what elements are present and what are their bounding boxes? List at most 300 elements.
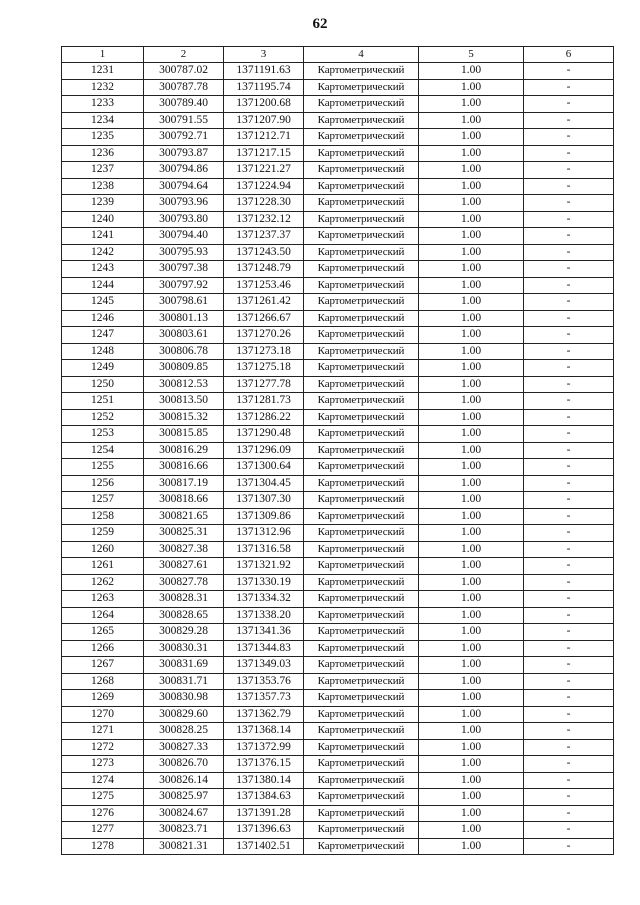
note-cell: -: [524, 310, 614, 327]
note-cell: -: [524, 772, 614, 789]
note-cell: -: [524, 624, 614, 641]
x-coordinate-cell: 300828.25: [144, 723, 224, 740]
y-coordinate-cell: 1371304.45: [224, 475, 304, 492]
y-coordinate-cell: 1371300.64: [224, 459, 304, 476]
x-coordinate-cell: 300827.78: [144, 574, 224, 591]
table-row: [62, 310, 614, 327]
note-cell: -: [524, 129, 614, 146]
x-coordinate-cell: 300828.31: [144, 591, 224, 608]
table-row: [62, 607, 614, 624]
table-row: [62, 376, 614, 393]
note-cell: -: [524, 607, 614, 624]
method-cell: Картометрический: [304, 310, 419, 327]
point-number-cell: 1249: [62, 360, 144, 377]
method-cell: Картометрический: [304, 195, 419, 212]
y-coordinate-cell: 1371253.46: [224, 277, 304, 294]
method-cell: Картометрический: [304, 607, 419, 624]
point-number-cell: 1265: [62, 624, 144, 641]
x-coordinate-cell: 300791.55: [144, 112, 224, 129]
method-cell: Картометрический: [304, 525, 419, 542]
note-cell: -: [524, 327, 614, 344]
accuracy-cell: 1.00: [419, 822, 524, 839]
y-coordinate-cell: 1371296.09: [224, 442, 304, 459]
note-cell: -: [524, 409, 614, 426]
x-coordinate-cell: 300825.31: [144, 525, 224, 542]
note-cell: -: [524, 838, 614, 855]
note-cell: -: [524, 211, 614, 228]
method-cell: Картометрический: [304, 343, 419, 360]
accuracy-cell: 1.00: [419, 162, 524, 179]
note-cell: -: [524, 459, 614, 476]
accuracy-cell: 1.00: [419, 178, 524, 195]
point-number-cell: 1257: [62, 492, 144, 509]
x-coordinate-cell: 300830.31: [144, 640, 224, 657]
note-cell: -: [524, 426, 614, 443]
x-coordinate-cell: 300823.71: [144, 822, 224, 839]
table-row: [62, 838, 614, 855]
method-cell: Картометрический: [304, 723, 419, 740]
point-number-cell: 1274: [62, 772, 144, 789]
x-coordinate-cell: 300821.65: [144, 508, 224, 525]
table-row: [62, 492, 614, 509]
table-row: [62, 574, 614, 591]
accuracy-cell: 1.00: [419, 492, 524, 509]
method-cell: Картометрический: [304, 244, 419, 261]
y-coordinate-cell: 1371195.74: [224, 79, 304, 96]
method-cell: Картометрический: [304, 805, 419, 822]
x-coordinate-cell: 300812.53: [144, 376, 224, 393]
accuracy-cell: 1.00: [419, 244, 524, 261]
point-number-cell: 1259: [62, 525, 144, 542]
point-number-cell: 1255: [62, 459, 144, 476]
accuracy-cell: 1.00: [419, 96, 524, 113]
column-header-4: 4: [304, 47, 419, 63]
point-number-cell: 1270: [62, 706, 144, 723]
column-header-2: 2: [144, 47, 224, 63]
x-coordinate-cell: 300827.38: [144, 541, 224, 558]
y-coordinate-cell: 1371334.32: [224, 591, 304, 608]
note-cell: -: [524, 261, 614, 278]
method-cell: Картометрический: [304, 508, 419, 525]
note-cell: -: [524, 525, 614, 542]
y-coordinate-cell: 1371338.20: [224, 607, 304, 624]
method-cell: Картометрический: [304, 79, 419, 96]
table-row: [62, 244, 614, 261]
accuracy-cell: 1.00: [419, 805, 524, 822]
accuracy-cell: 1.00: [419, 360, 524, 377]
point-number-cell: 1251: [62, 393, 144, 410]
accuracy-cell: 1.00: [419, 690, 524, 707]
accuracy-cell: 1.00: [419, 442, 524, 459]
accuracy-cell: 1.00: [419, 624, 524, 641]
table-row: [62, 822, 614, 839]
x-coordinate-cell: 300815.85: [144, 426, 224, 443]
method-cell: Картометрический: [304, 409, 419, 426]
y-coordinate-cell: 1371207.90: [224, 112, 304, 129]
table-row: [62, 178, 614, 195]
y-coordinate-cell: 1371224.94: [224, 178, 304, 195]
y-coordinate-cell: 1371217.15: [224, 145, 304, 162]
table-row: [62, 129, 614, 146]
x-coordinate-cell: 300815.32: [144, 409, 224, 426]
x-coordinate-cell: 300817.19: [144, 475, 224, 492]
accuracy-cell: 1.00: [419, 376, 524, 393]
accuracy-cell: 1.00: [419, 63, 524, 80]
y-coordinate-cell: 1371307.30: [224, 492, 304, 509]
note-cell: -: [524, 178, 614, 195]
table-row: [62, 442, 614, 459]
point-number-cell: 1277: [62, 822, 144, 839]
accuracy-cell: 1.00: [419, 640, 524, 657]
x-coordinate-cell: 300801.13: [144, 310, 224, 327]
point-number-cell: 1238: [62, 178, 144, 195]
accuracy-cell: 1.00: [419, 145, 524, 162]
x-coordinate-cell: 300794.40: [144, 228, 224, 245]
table-row: [62, 624, 614, 641]
x-coordinate-cell: 300798.61: [144, 294, 224, 311]
note-cell: -: [524, 574, 614, 591]
method-cell: Картометрический: [304, 739, 419, 756]
y-coordinate-cell: 1371266.67: [224, 310, 304, 327]
note-cell: -: [524, 63, 614, 80]
x-coordinate-cell: 300828.65: [144, 607, 224, 624]
y-coordinate-cell: 1371362.79: [224, 706, 304, 723]
point-number-cell: 1269: [62, 690, 144, 707]
x-coordinate-cell: 300813.50: [144, 393, 224, 410]
point-number-cell: 1254: [62, 442, 144, 459]
table-row: [62, 409, 614, 426]
table-row: [62, 591, 614, 608]
accuracy-cell: 1.00: [419, 673, 524, 690]
method-cell: Картометрический: [304, 706, 419, 723]
table-row: [62, 706, 614, 723]
method-cell: Картометрический: [304, 838, 419, 855]
y-coordinate-cell: 1371232.12: [224, 211, 304, 228]
note-cell: -: [524, 294, 614, 311]
table-row: [62, 459, 614, 476]
table-row: [62, 261, 614, 278]
table-row: [62, 789, 614, 806]
x-coordinate-cell: 300829.60: [144, 706, 224, 723]
table-row: [62, 63, 614, 80]
x-coordinate-cell: 300787.78: [144, 79, 224, 96]
table-row: [62, 772, 614, 789]
method-cell: Картометрический: [304, 690, 419, 707]
method-cell: Картометрический: [304, 657, 419, 674]
accuracy-cell: 1.00: [419, 112, 524, 129]
table-row: [62, 558, 614, 575]
note-cell: -: [524, 244, 614, 261]
table-row: [62, 640, 614, 657]
accuracy-cell: 1.00: [419, 459, 524, 476]
x-coordinate-cell: 300829.28: [144, 624, 224, 641]
note-cell: -: [524, 145, 614, 162]
point-number-cell: 1275: [62, 789, 144, 806]
x-coordinate-cell: 300806.78: [144, 343, 224, 360]
y-coordinate-cell: 1371221.27: [224, 162, 304, 179]
column-header-6: 6: [524, 47, 614, 63]
table-row: [62, 145, 614, 162]
point-number-cell: 1237: [62, 162, 144, 179]
table-row: [62, 508, 614, 525]
table-row: [62, 525, 614, 542]
y-coordinate-cell: 1371372.99: [224, 739, 304, 756]
table-row: [62, 112, 614, 129]
column-header-3: 3: [224, 47, 304, 63]
note-cell: -: [524, 690, 614, 707]
y-coordinate-cell: 1371344.83: [224, 640, 304, 657]
y-coordinate-cell: 1371376.15: [224, 756, 304, 773]
method-cell: Картометрический: [304, 426, 419, 443]
note-cell: -: [524, 492, 614, 509]
method-cell: Картометрический: [304, 261, 419, 278]
accuracy-cell: 1.00: [419, 574, 524, 591]
accuracy-cell: 1.00: [419, 739, 524, 756]
note-cell: -: [524, 706, 614, 723]
x-coordinate-cell: 300827.33: [144, 739, 224, 756]
x-coordinate-cell: 300793.96: [144, 195, 224, 212]
method-cell: Картометрический: [304, 294, 419, 311]
table-row: [62, 739, 614, 756]
accuracy-cell: 1.00: [419, 838, 524, 855]
note-cell: -: [524, 162, 614, 179]
table-row: [62, 96, 614, 113]
y-coordinate-cell: 1371243.50: [224, 244, 304, 261]
table-row: [62, 541, 614, 558]
table-row: [62, 162, 614, 179]
point-number-cell: 1250: [62, 376, 144, 393]
method-cell: Картометрический: [304, 129, 419, 146]
note-cell: -: [524, 673, 614, 690]
point-number-cell: 1242: [62, 244, 144, 261]
accuracy-cell: 1.00: [419, 657, 524, 674]
y-coordinate-cell: 1371349.03: [224, 657, 304, 674]
note-cell: -: [524, 475, 614, 492]
y-coordinate-cell: 1371228.30: [224, 195, 304, 212]
note-cell: -: [524, 79, 614, 96]
table-row: [62, 690, 614, 707]
point-number-cell: 1245: [62, 294, 144, 311]
table-body: [62, 63, 614, 855]
table-row: [62, 805, 614, 822]
note-cell: -: [524, 228, 614, 245]
note-cell: -: [524, 360, 614, 377]
note-cell: -: [524, 822, 614, 839]
y-coordinate-cell: 1371248.79: [224, 261, 304, 278]
method-cell: Картометрический: [304, 756, 419, 773]
accuracy-cell: 1.00: [419, 79, 524, 96]
table-row: [62, 426, 614, 443]
note-cell: -: [524, 789, 614, 806]
accuracy-cell: 1.00: [419, 723, 524, 740]
y-coordinate-cell: 1371290.48: [224, 426, 304, 443]
x-coordinate-cell: 300794.86: [144, 162, 224, 179]
point-number-cell: 1261: [62, 558, 144, 575]
point-number-cell: 1231: [62, 63, 144, 80]
method-cell: Картометрический: [304, 822, 419, 839]
method-cell: Картометрический: [304, 178, 419, 195]
coordinates-table: [61, 46, 614, 855]
x-coordinate-cell: 300794.64: [144, 178, 224, 195]
y-coordinate-cell: 1371270.26: [224, 327, 304, 344]
table-row: [62, 327, 614, 344]
note-cell: -: [524, 376, 614, 393]
y-coordinate-cell: 1371237.37: [224, 228, 304, 245]
method-cell: Картометрический: [304, 211, 419, 228]
point-number-cell: 1252: [62, 409, 144, 426]
accuracy-cell: 1.00: [419, 343, 524, 360]
accuracy-cell: 1.00: [419, 706, 524, 723]
method-cell: Картометрический: [304, 327, 419, 344]
note-cell: -: [524, 96, 614, 113]
y-coordinate-cell: 1371275.18: [224, 360, 304, 377]
method-cell: Картометрический: [304, 624, 419, 641]
point-number-cell: 1235: [62, 129, 144, 146]
point-number-cell: 1234: [62, 112, 144, 129]
accuracy-cell: 1.00: [419, 426, 524, 443]
method-cell: Картометрический: [304, 96, 419, 113]
accuracy-cell: 1.00: [419, 310, 524, 327]
y-coordinate-cell: 1371200.68: [224, 96, 304, 113]
method-cell: Картометрический: [304, 459, 419, 476]
y-coordinate-cell: 1371277.78: [224, 376, 304, 393]
method-cell: Картометрический: [304, 63, 419, 80]
point-number-cell: 1232: [62, 79, 144, 96]
point-number-cell: 1248: [62, 343, 144, 360]
x-coordinate-cell: 300816.29: [144, 442, 224, 459]
x-coordinate-cell: 300797.92: [144, 277, 224, 294]
table-row: [62, 228, 614, 245]
note-cell: -: [524, 739, 614, 756]
note-cell: -: [524, 723, 614, 740]
accuracy-cell: 1.00: [419, 211, 524, 228]
accuracy-cell: 1.00: [419, 327, 524, 344]
table-row: [62, 360, 614, 377]
accuracy-cell: 1.00: [419, 129, 524, 146]
point-number-cell: 1247: [62, 327, 144, 344]
note-cell: -: [524, 277, 614, 294]
note-cell: -: [524, 657, 614, 674]
point-number-cell: 1239: [62, 195, 144, 212]
note-cell: -: [524, 756, 614, 773]
point-number-cell: 1236: [62, 145, 144, 162]
y-coordinate-cell: 1371357.73: [224, 690, 304, 707]
method-cell: Картометрический: [304, 228, 419, 245]
y-coordinate-cell: 1371341.36: [224, 624, 304, 641]
column-header-5: 5: [419, 47, 524, 63]
x-coordinate-cell: 300793.87: [144, 145, 224, 162]
point-number-cell: 1264: [62, 607, 144, 624]
y-coordinate-cell: 1371316.58: [224, 541, 304, 558]
table-row: [62, 211, 614, 228]
point-number-cell: 1243: [62, 261, 144, 278]
method-cell: Картометрический: [304, 277, 419, 294]
table-row: [62, 79, 614, 96]
x-coordinate-cell: 300793.80: [144, 211, 224, 228]
accuracy-cell: 1.00: [419, 195, 524, 212]
y-coordinate-cell: 1371321.92: [224, 558, 304, 575]
accuracy-cell: 1.00: [419, 772, 524, 789]
method-cell: Картометрический: [304, 640, 419, 657]
note-cell: -: [524, 558, 614, 575]
y-coordinate-cell: 1371391.28: [224, 805, 304, 822]
point-number-cell: 1267: [62, 657, 144, 674]
note-cell: -: [524, 393, 614, 410]
x-coordinate-cell: 300831.71: [144, 673, 224, 690]
y-coordinate-cell: 1371368.14: [224, 723, 304, 740]
y-coordinate-cell: 1371191.63: [224, 63, 304, 80]
accuracy-cell: 1.00: [419, 393, 524, 410]
point-number-cell: 1263: [62, 591, 144, 608]
x-coordinate-cell: 300797.38: [144, 261, 224, 278]
y-coordinate-cell: 1371402.51: [224, 838, 304, 855]
point-number-cell: 1262: [62, 574, 144, 591]
table-row: [62, 393, 614, 410]
x-coordinate-cell: 300824.67: [144, 805, 224, 822]
x-coordinate-cell: 300831.69: [144, 657, 224, 674]
accuracy-cell: 1.00: [419, 607, 524, 624]
x-coordinate-cell: 300830.98: [144, 690, 224, 707]
table-row: [62, 277, 614, 294]
method-cell: Картометрический: [304, 112, 419, 129]
note-cell: -: [524, 112, 614, 129]
accuracy-cell: 1.00: [419, 541, 524, 558]
x-coordinate-cell: 300826.70: [144, 756, 224, 773]
method-cell: Картометрический: [304, 558, 419, 575]
point-number-cell: 1266: [62, 640, 144, 657]
point-number-cell: 1273: [62, 756, 144, 773]
y-coordinate-cell: 1371212.71: [224, 129, 304, 146]
accuracy-cell: 1.00: [419, 591, 524, 608]
point-number-cell: 1258: [62, 508, 144, 525]
header-row: [62, 47, 614, 63]
accuracy-cell: 1.00: [419, 756, 524, 773]
x-coordinate-cell: 300821.31: [144, 838, 224, 855]
point-number-cell: 1268: [62, 673, 144, 690]
page-number: 62: [312, 16, 328, 32]
x-coordinate-cell: 300787.02: [144, 63, 224, 80]
table-row: [62, 294, 614, 311]
method-cell: Картометрический: [304, 162, 419, 179]
x-coordinate-cell: 300789.40: [144, 96, 224, 113]
y-coordinate-cell: 1371273.18: [224, 343, 304, 360]
method-cell: Картометрический: [304, 789, 419, 806]
note-cell: -: [524, 343, 614, 360]
y-coordinate-cell: 1371309.86: [224, 508, 304, 525]
note-cell: -: [524, 508, 614, 525]
point-number-cell: 1278: [62, 838, 144, 855]
accuracy-cell: 1.00: [419, 277, 524, 294]
x-coordinate-cell: 300792.71: [144, 129, 224, 146]
note-cell: -: [524, 195, 614, 212]
method-cell: Картометрический: [304, 475, 419, 492]
point-number-cell: 1260: [62, 541, 144, 558]
table-header: [62, 47, 614, 63]
point-number-cell: 1256: [62, 475, 144, 492]
method-cell: Картометрический: [304, 442, 419, 459]
accuracy-cell: 1.00: [419, 261, 524, 278]
method-cell: Картометрический: [304, 541, 419, 558]
point-number-cell: 1246: [62, 310, 144, 327]
y-coordinate-cell: 1371353.76: [224, 673, 304, 690]
accuracy-cell: 1.00: [419, 508, 524, 525]
table-row: [62, 673, 614, 690]
y-coordinate-cell: 1371384.63: [224, 789, 304, 806]
method-cell: Картометрический: [304, 376, 419, 393]
point-number-cell: 1271: [62, 723, 144, 740]
table-row: [62, 756, 614, 773]
point-number-cell: 1244: [62, 277, 144, 294]
